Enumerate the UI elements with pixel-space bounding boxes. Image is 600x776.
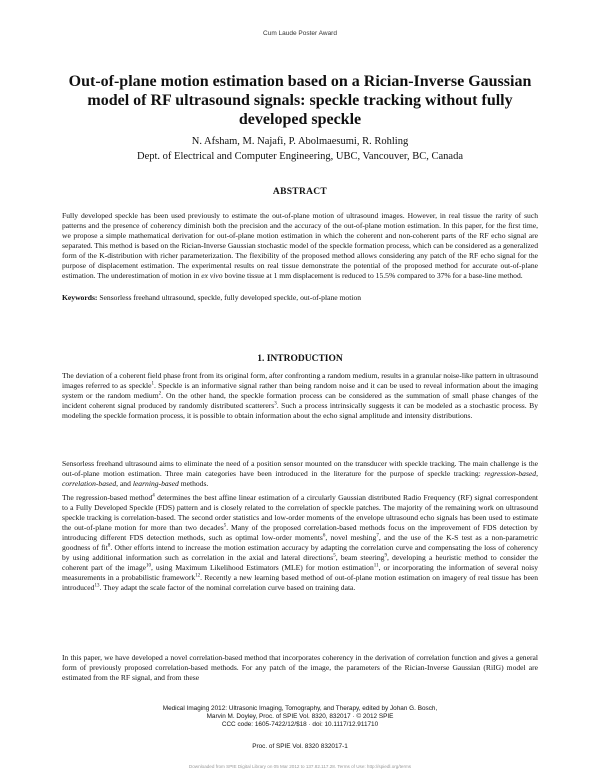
ref-5: 5 [223,523,227,529]
ref-6: 6 [322,533,326,539]
ref-12: 12 [195,573,201,579]
paper-affiliation: Dept. of Electrical and Computer Engineering, UBC, Vancouver, BC, Canada [137,151,463,162]
abstract-body: Fully developed speckle has been used previously to estimate the out-of-plane motion of ultrasound images. However, in real tissue the rarity of such patterns and the presence of coherency diminish both the precision and the accuracy of the out-of-plane motion estimation. In this paper, for the first time, we propose a simple mathematical derivation for out-of-plane motion estimation in which the coherent and non-coherent parts of the RF echo signal are separated. This method is based on the Rician-Inverse Gaussian stochastic model of the speckle formation process, which can be considered as a generalized form of the K-distribution with richer parameterization. The flexibility of the proposed method allows considering any patch of the RF echo signal for the purpose of displacement estimation. The experimental results on real tissue demonstrate the potential of the proposed method for accurate out-of-plane estimation. The underestimation of motion in [62,211,538,280]
p3-g: , beam steering [335,553,385,562]
p2-regression: regression-based [484,469,537,478]
intro-paragraph-3 [62,493,538,593]
keywords [62,293,538,303]
p3-k: . Recently a new learning based method of out-of-plane motion estimation on imagery of real tissue has been introduced [62,573,538,592]
abstract-text [62,211,538,281]
p3-e: , and the use of the K-S test as a non-parametric goodness of fit [62,533,538,552]
p3-i: , using Maximum Likelihood Estimators (MLE) for motion estimation [151,563,374,572]
ref-11: 11 [373,563,379,569]
p3-b: determines the best affine linear estimation of a circularly Gaussian distributed Radio Frequency (RF) signal correspondent to a Fully Developed Speckle (FDS) pattern and is closely related to the correlation of speckle patches. The majority of the remaining work on ultrasound speckle tracking is correlation-based. The second order statistics and low-order moments of the envelope ultrasound echo signals has been used to estimate the out-of-plane motion for more than two decades [62,493,538,532]
p1-c: . On the other hand, the speckle formation process can be considered as the summation of small phase changes of the incident coherent signal produced by randomly distributed scatterers [62,391,538,410]
paper-authors: N. Afsham, M. Najafi, P. Abolmaesumi, R. Rohling [191,136,409,147]
download-notice: Downloaded from SPIE Digital Library on 05 Mar 2012 to 137.82.117.28. Terms of Use: http://spiedl.org/terms [188,764,412,769]
p3-j: , or incorporating the information of several noisy measurements in a probabilistic framework [62,563,538,582]
p3-l: . They adapt the scale factor of the nominal correlation curve based on training data. [99,583,356,592]
footer-line-1: Medical Imaging 2012: Ultrasonic Imaging, Tomography, and Therapy, edited by Johan G. Bosch, [162,705,438,712]
ref-1: 1 [151,381,155,387]
p1-b: . Speckle is an informative signal rather than being random noise and it can be used to reveal information about the imaging system or the random medium [62,381,538,400]
p2-tail: methods. [178,479,209,488]
ref-7: 7 [376,533,379,539]
ref-3: 3 [274,401,277,407]
award-header: Cum Laude Poster Award [263,30,337,37]
abstract-tail: bovine tissue at 1 mm displacement is reduced to 15.5% compared to 37% for a base-line method. [222,271,523,280]
footer-line-3: CCC code: 1605-7422/12/$18 · doi: 10.1117/12.911710 [221,721,379,728]
p3-c: . Many of the proposed correlation-based methods focus on the improvement of FDS detection by introducing different FDS detection methods, such as optimal low-order moments [62,523,538,542]
introduction-heading: 1. INTRODUCTION [257,354,343,364]
ref-13: 13 [94,583,100,589]
ref-10: 10 [146,563,152,569]
p2-learning: learning-based [132,479,179,488]
p3-h: , developing a heuristic method to consider the coherent part of the image [62,553,538,572]
ref-4: 4 [152,493,155,499]
ref-5b: 5 [333,553,336,559]
intro-paragraph-4: In this paper, we have developed a novel correlation-based method that incorporates coherency in the derivation of correlation function and gives a general form of previously proposed correlation-based methods. For any patch of the image, the parameters of the Rician-Inverse Gaussian (RiIG) model are estimated from the RF signal, and from these [62,653,538,682]
p1-d: . Such a process intrinsically suggests it can be modeled as a stochastic process. By modeling the speckle formation process, it is possible to obtain information about the echo signal amplitude and intensity distributions. [62,401,538,420]
p1-a: The deviation of a coherent field phase front from its original form, after confronting a random medium, results in a granular noise-like pattern in ultrasound images referred to as speckle [62,371,538,390]
abstract-heading: ABSTRACT [272,187,328,197]
paper-title: Out-of-plane motion estimation based on a Rician-Inverse Gaussian model of RF ultrasound signals: speckle tracking without fully developed speckle [68,73,532,128]
abstract-ex-vivo: ex vivo [201,271,223,280]
ref-2: 2 [158,391,162,397]
keywords-label: Keywords: [62,293,98,302]
intro-paragraph-1 [62,371,538,421]
p3-d: , novel meshing [325,533,377,542]
p2-correlation: correlation-based [62,479,117,488]
page-number: Proc. of SPIE Vol. 8320 832017-1 [252,743,348,750]
footer-line-2: Marvin M. Doyley, Proc. of SPIE Vol. 8320, 832017 · © 2012 SPIE [206,713,394,720]
ref-9: 9 [384,553,387,559]
p2-a: Sensorless freehand ultrasound aims to eliminate the need of a position sensor mounted on the transducer with speckle tracking. The main challenge is the out-of-plane motion estimation. Three main categories have been introduced in the literature for the purpose of speckle tracking: [62,459,538,478]
keywords-list: Sensorless freehand ultrasound, speckle, fully developed speckle, out-of-plane motion [97,293,362,302]
p2-sep1: , [536,469,538,478]
p3-f: . Other efforts intend to increase the motion estimation accuracy by adapting the correlation curve and compensating the loss of coherency by using additional information such as correlation in the axial and lateral directions [62,543,538,562]
p2-sep2: , and [116,479,133,488]
p3-a: The regression-based method [62,493,153,502]
publication-footer [0,705,600,729]
ref-8: 8 [107,543,111,549]
intro-paragraph-2 [62,459,538,489]
